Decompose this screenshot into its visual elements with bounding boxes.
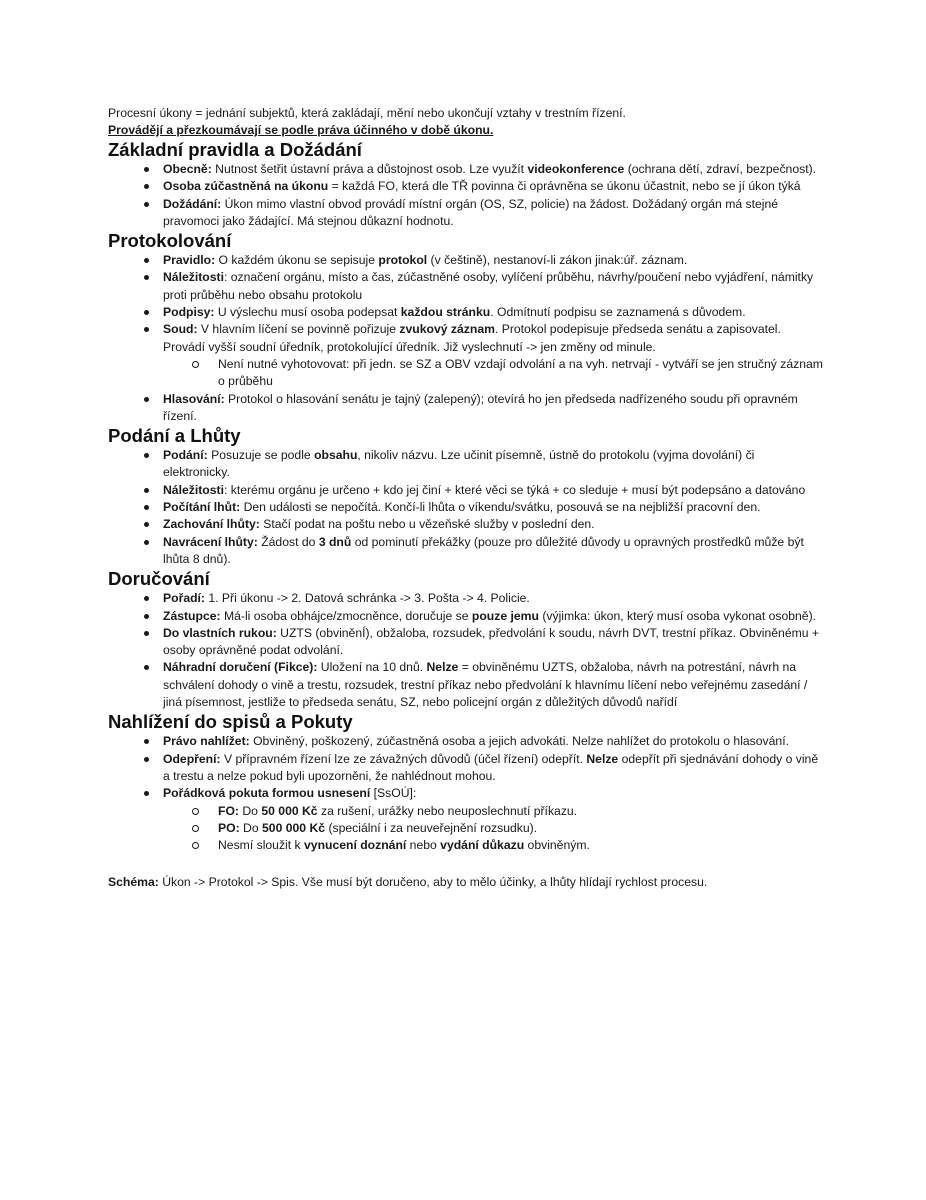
heading-protokolovani: Protokolování bbox=[108, 230, 232, 252]
list-item: Navrácení lhůty: Žádost do 3 dnů od pominutí překážky (pouze pro důležité důvody u opravných prostředků může být lhůta 8 dnů). bbox=[163, 534, 823, 569]
list-item: Náhradní doručení (Fikce): Uložení na 10 dnů. Nelze = obviněnému UZTS, obžaloba, návrh na potrestání, návrh na schválení dohody o vině a trestu, rozsudek, trestní příkaz nebo předvolání k hlavnímu líčení nebo veřejnému zasedání / jiná písemnost, jestliže to předseda senátu, SZ, nebo policejní orgán z důležitých důvodů nařídí bbox=[163, 659, 823, 711]
list-item: Právo nahlížet: Obviněný, poškozený, zúčastněná osoba a jejich advokáti. Nelze nahlížet do protokolu o hlasování. bbox=[163, 733, 823, 750]
spacer bbox=[108, 854, 823, 874]
heading-dorucovani: Doručování bbox=[108, 568, 210, 590]
schema-paragraph: Schéma: Úkon -> Protokol -> Spis. Vše musí být doručeno, aby to mělo účinky, a lhůty hlídají rychlost procesu. bbox=[108, 875, 708, 890]
list-item: Do vlastních rukou: UZTS (obviněnÍ), obžaloba, rozsudek, předvolání k soudu, návrh DVT, trestní příkaz. Obviněnému + osoby oprávněné podat odvolání. bbox=[163, 625, 823, 660]
list-item: Zástupce: Má-li osoba obhájce/zmocněnce, doručuje se pouze jemu (výjimka: úkon, který musí osoba vykonat osobně). bbox=[163, 608, 823, 625]
intro-text: Procesní úkony = jednání subjektů, která zakládají, mění nebo ukončují vztahy v trestním řízení. bbox=[108, 106, 626, 120]
sublist-item: Nesmí sloužit k vynucení doznání nebo vydání důkazu obviněným. bbox=[218, 837, 823, 854]
list-item: Hlasování: Protokol o hlasování senátu je tajný (zalepený); otevírá ho jen předseda nadřízeného soudu při opravném řízení. bbox=[163, 391, 823, 426]
heading-zakladni-pravidla: Základní pravidla a Dožádání bbox=[108, 139, 362, 160]
list-podani-lhuty bbox=[108, 447, 823, 568]
list-item: Pořadí: 1. Při úkonu -> 2. Datová schránka -> 3. Pošta -> 4. Policie. bbox=[163, 590, 823, 607]
sublist-item: FO: Do 50 000 Kč za rušení, urážky nebo neuposlechnutí příkazu. bbox=[218, 803, 823, 820]
list-protokolovani bbox=[108, 252, 823, 425]
intro-underlined: Provádějí a přezkoumávají se podle práva účinného v době úkonu. bbox=[108, 123, 494, 137]
list-item: Podání: Posuzuje se podle obsahu, nikoliv názvu. Lze učinit písemně, ústně do protokolu (vyjma dovolání) či elektronicky. bbox=[163, 447, 823, 482]
list-zakladni-pravidla bbox=[108, 161, 823, 230]
list-item: Pořádková pokuta formou usnesení [SsOÚ]: FO: Do 50 000 Kč za rušení, urážky nebo neuposlechnutí příkazu. PO: Do 500 000 Kč (speciální i za neuveřejnění rozsudku). Nesmí sloužit k vynucení doznání nebo vydání důkazu obviněným. bbox=[163, 785, 823, 854]
list-item: Náležitosti: označení orgánu, místo a čas, zúčastněné osoby, vylíčení průběhu, návrhy/poučení nebo vyjádření, námitky proti průběhu nebo obsahu protokolu bbox=[163, 269, 823, 304]
list-item: Zachování lhůty: Stačí podat na poštu nebo u vězeňské služby v poslední den. bbox=[163, 516, 823, 533]
sublist-item: PO: Do 500 000 Kč (speciální i za neuveřejnění rozsudku). bbox=[218, 820, 823, 837]
list-item: Dožádání: Úkon mimo vlastní obvod provádí místní orgán (OS, SZ, policie) na žádost. Dožádaný orgán má stejné pravomoci jako žádající. Má stejnou důkazní hodnotu. bbox=[163, 196, 823, 231]
list-item: Počítání lhůt: Den události se nepočítá. Končí-li lhůta o víkendu/svátku, posouvá se na nejbližší pracovní den. bbox=[163, 499, 823, 516]
sublist bbox=[163, 803, 823, 855]
list-item: Náležitosti: kterému orgánu je určeno + kdo jej činí + které věci se týká + co sleduje + musí být podepsáno a datováno bbox=[163, 482, 823, 499]
document-page bbox=[108, 105, 823, 891]
list-item: Obecně: Nutnost šetřit ústavní práva a důstojnost osob. Lze využít videokonference (ochrana dětí, zdraví, bezpečnost). bbox=[163, 161, 823, 178]
heading-nahlizeni-pokuty: Nahlížení do spisů a Pokuty bbox=[108, 711, 353, 733]
list-dorucovani bbox=[108, 590, 823, 711]
list-item: Odepření: V přípravném řízení lze ze závažných důvodů (účel řízení) odepřít. Nelze odepřít při sjednávání dohody o vině a trestu a nelze pokud byli upozorněni, že nahlédnout mohou. bbox=[163, 751, 823, 786]
list-item: Osoba zúčastněná na úkonu = každá FO, která dle TŘ povinna či oprávněna se úkonu účastnit, nebo se jí úkon týká bbox=[163, 178, 823, 195]
heading-podani-lhuty: Podání a Lhůty bbox=[108, 425, 241, 447]
sublist-item: Není nutné vyhotovovat: při jedn. se SZ a OBV vzdají odvolání a na vyh. netrvají - vytváří se jen stručný záznam o průběhu bbox=[218, 356, 823, 391]
list-item: Soud: V hlavním líčení se povinně pořizuje zvukový záznam. Protokol podepisuje předseda senátu a zapisovatel. Provádí vyšší soudní úředník, protokolující úředník. Již vyslechnutí -> jen změny od minule. Není nutné vyhotovovat: při jedn. se SZ a OBV vzdají odvolání a na vyh. netrvají - vytváří se jen stručný záznam o průběhu bbox=[163, 321, 823, 390]
list-item: Pravidlo: O každém úkonu se sepisuje protokol (v češtině), nestanoví-li zákon jinak:úř. záznam. bbox=[163, 252, 823, 269]
sublist bbox=[163, 356, 823, 391]
list-item: Podpisy: U výslechu musí osoba podepsat každou stránku. Odmítnutí podpisu se zaznamená s důvodem. bbox=[163, 304, 823, 321]
list-nahlizeni-pokuty bbox=[108, 733, 823, 854]
